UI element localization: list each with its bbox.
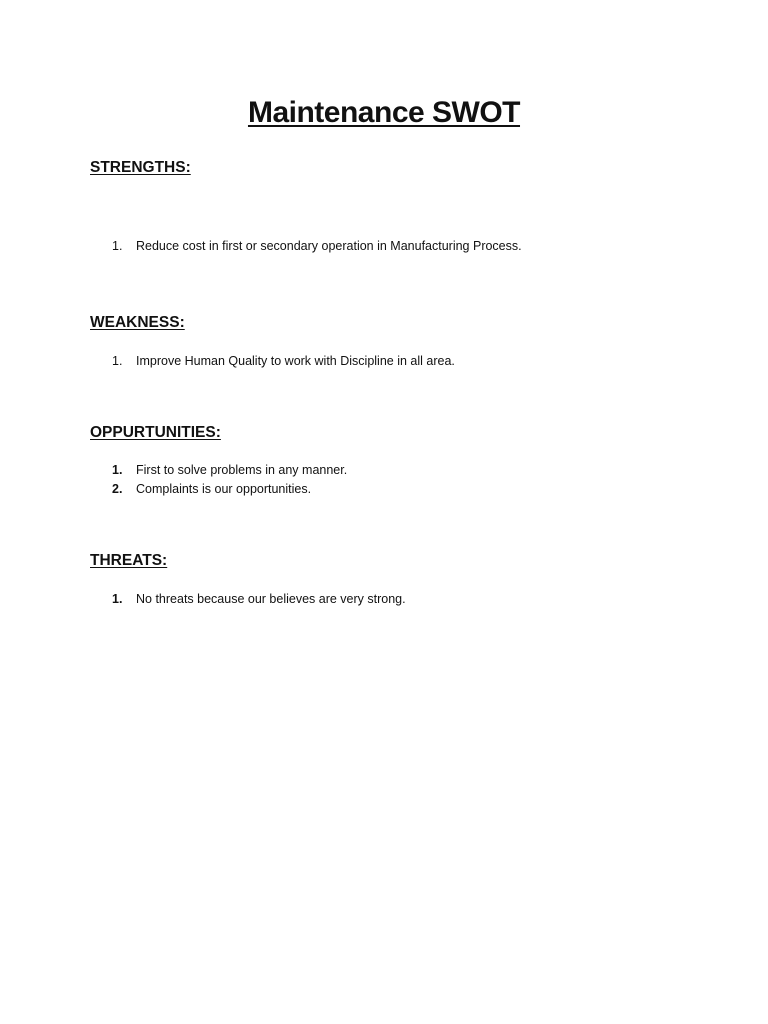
list-item-number: 1. [112,239,123,253]
list-item-number: 1. [112,592,123,606]
list-item-text: Improve Human Quality to work with Discipline in all area. [136,354,455,368]
weakness-heading: WEAKNESS: [90,314,185,331]
list-item-text: Reduce cost in first or secondary operation in Manufacturing Process. [136,239,522,253]
list-item-number: 1. [112,354,123,368]
list-item-number: 2. [112,482,123,496]
list-item-text: No threats because our believes are very strong. [136,592,406,606]
opportunities-heading: OPPURTUNITIES: [90,424,221,441]
list-item-number: 1. [112,463,123,477]
list-item-text: Complaints is our opportunities. [136,482,312,496]
page-title: Maintenance SWOT [247,96,521,129]
threats-heading: THREATS: [90,552,168,569]
strengths-heading: STRENGTHS: [90,159,191,176]
list-item-text: First to solve problems in any manner. [136,463,348,477]
